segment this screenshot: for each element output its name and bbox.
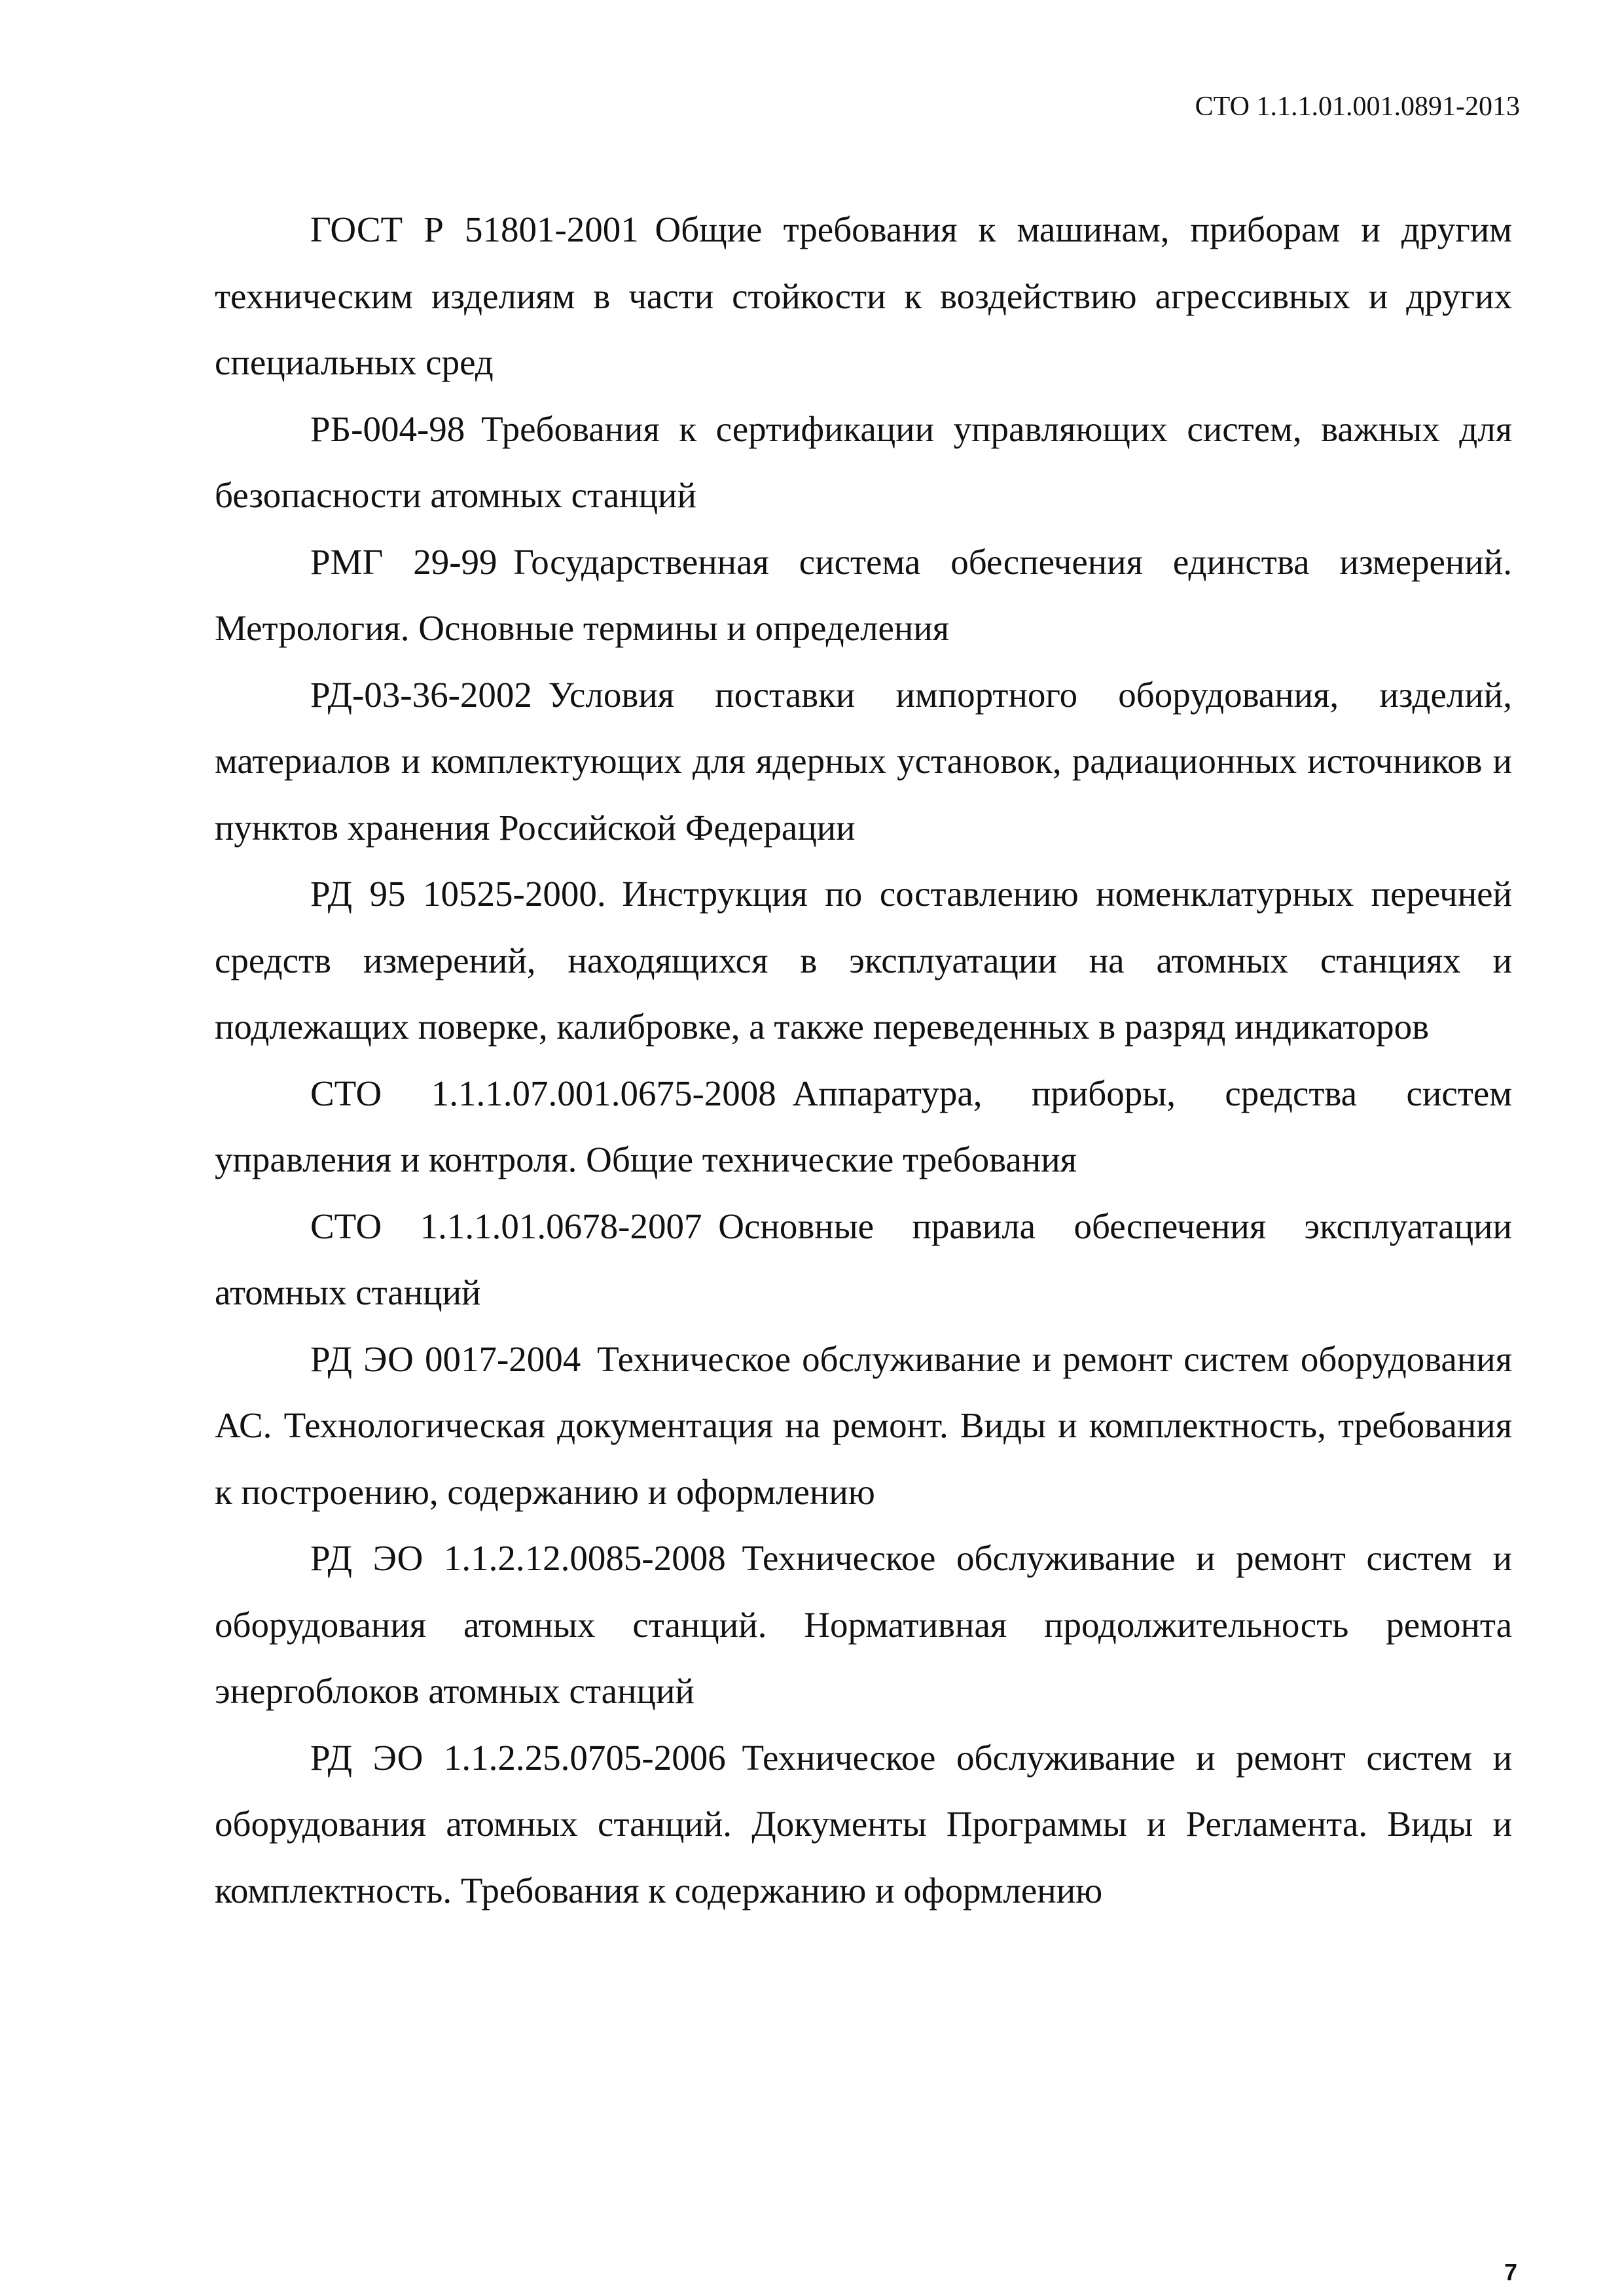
reference-title: Техническое обслуживание и ремонт систем и оборудования атомных станций. Документы Программы и Регламента. Виды и комплектность. Требования к содержанию и оформлению bbox=[215, 1737, 1513, 1910]
reference-title: Аппаратура, приборы, средства систем управления и контроля. Общие технические требования bbox=[215, 1073, 1512, 1179]
reference-code: РМГ 29-99 bbox=[310, 541, 497, 582]
page-number: 7 bbox=[1504, 2259, 1517, 2286]
document-code: СТО 1.1.1.01.001.0891-2013 bbox=[1195, 92, 1520, 122]
reference-entry bbox=[215, 1525, 1512, 1725]
reference-code: РД 95 10525-2000. bbox=[310, 874, 606, 914]
references-list bbox=[215, 196, 1512, 1924]
reference-entry bbox=[215, 861, 1512, 1060]
reference-title: Инструкция по составлению номенклатурных перечней средств измерений, находящихся в эксплуатации на атомных станциях и подлежащих поверке, калибровке, а также переведенных в разряд индикаторов bbox=[215, 874, 1512, 1047]
reference-entry bbox=[215, 396, 1512, 529]
reference-entry bbox=[215, 1725, 1512, 1924]
reference-code: ГОСТ Р 51801-2001 bbox=[310, 209, 639, 249]
reference-title: Основные правила обеспечения эксплуатации атомных станций bbox=[215, 1206, 1512, 1312]
reference-entry bbox=[215, 1193, 1512, 1326]
reference-code: РД-03-36-2002 bbox=[310, 674, 532, 715]
reference-title: Условия поставки импортного оборудования, изделий, материалов и комплектующих для ядерных установок, радиационных источников и пунктов хранения Российской Федерации bbox=[215, 674, 1512, 848]
reference-code: РД ЭО 0017-2004 bbox=[310, 1338, 581, 1379]
reference-entry bbox=[215, 529, 1512, 662]
reference-title: Требования к сертификации управляющих систем, важных для безопасности атомных станций bbox=[215, 408, 1512, 515]
reference-code: РД ЭО 1.1.2.25.0705-2006 bbox=[310, 1737, 726, 1778]
reference-code: РБ-004-98 bbox=[310, 408, 465, 449]
reference-code: СТО 1.1.1.01.0678-2007 bbox=[310, 1206, 702, 1246]
reference-title: Техническое обслуживание и ремонт систем оборудования АС. Технологическая документация на ремонт. Виды и комплектность, требования к построению, содержанию и оформлению bbox=[215, 1338, 1512, 1512]
reference-code: РД ЭО 1.1.2.12.0085-2008 bbox=[310, 1538, 726, 1578]
reference-entry bbox=[215, 1326, 1512, 1526]
reference-code: СТО 1.1.1.07.001.0675-2008 bbox=[310, 1073, 776, 1113]
reference-entry bbox=[215, 196, 1512, 396]
reference-title: Общие требования к машинам, приборам и другим техническим изделиям в части стойкости к воздействию агрессивных и других специальных сред bbox=[215, 209, 1512, 382]
reference-title: Государственная система обеспечения единства измерений. Метрология. Основные термины и определения bbox=[215, 541, 1512, 648]
reference-entry bbox=[215, 1060, 1512, 1193]
reference-entry bbox=[215, 662, 1512, 861]
reference-title: Техническое обслуживание и ремонт систем и оборудования атомных станций. Нормативная продолжительность ремонта энергоблоков атомных станций bbox=[215, 1538, 1513, 1711]
